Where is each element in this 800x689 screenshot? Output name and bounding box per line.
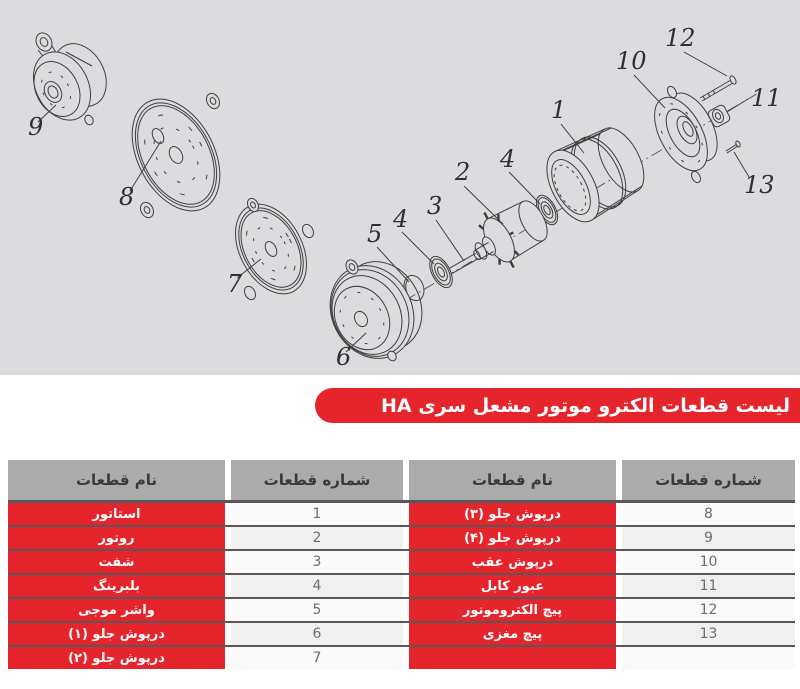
table-row <box>8 551 795 575</box>
header-part-name-right: نام قطعات <box>409 460 616 500</box>
table-row <box>8 623 795 647</box>
part-number-cell: 7 <box>231 647 403 669</box>
leader-line <box>464 186 503 224</box>
part-name-cell: شفت <box>8 551 225 573</box>
part-name-cell: درپوش عقب <box>409 551 616 573</box>
part-number-label: 13 <box>744 171 775 199</box>
part-number-cell: 8 <box>622 503 795 525</box>
part-number-cell: 5 <box>231 599 403 621</box>
part-number-cell: 9 <box>622 527 795 549</box>
part-number-label: 3 <box>427 192 443 220</box>
title-banner <box>315 388 800 423</box>
part-number-cell: 12 <box>622 599 795 621</box>
part-number-label: 9 <box>28 113 44 141</box>
part-number-label: 2 <box>455 158 471 186</box>
table-row <box>8 503 795 527</box>
part-number-label: 6 <box>336 343 352 371</box>
leader-line <box>509 172 540 204</box>
part-name-cell: درپوش جلو (۴) <box>409 527 616 549</box>
leader-line <box>402 232 434 264</box>
part-number-label: 4 <box>393 205 409 233</box>
part-number-label: 10 <box>616 47 647 75</box>
part-name-cell: روتور <box>8 527 225 549</box>
part-11-cable-passage <box>707 104 731 128</box>
part-number-label: 11 <box>751 84 782 112</box>
table-row <box>8 647 795 669</box>
part-name-cell: استاتور <box>8 503 225 525</box>
part-number-cell: 10 <box>622 551 795 573</box>
part-name-cell: واشر موجی <box>8 599 225 621</box>
part-number-cell <box>622 647 795 669</box>
header-part-name-left: نام قطعات <box>8 460 225 500</box>
leader-line <box>634 75 665 108</box>
part-number-cell: 1 <box>231 503 403 525</box>
table-body <box>8 503 795 669</box>
part-name-cell: درپوش جلو (۱) <box>8 623 225 645</box>
part-name-cell <box>409 647 616 669</box>
part-name-cell: پیچ مغزی <box>409 623 616 645</box>
part-number-label: 5 <box>367 220 383 248</box>
part-name-cell: درپوش جلو (۲) <box>8 647 225 669</box>
table-row <box>8 575 795 599</box>
part-10-rear-cover <box>644 85 727 184</box>
part-name-cell: پیچ الکتروموتور <box>409 599 616 621</box>
header-part-number-left: شماره قطعات <box>231 460 403 500</box>
part-name-cell: درپوش جلو (۳) <box>409 503 616 525</box>
part-number-label: 1 <box>551 96 567 124</box>
part-12-motor-screw <box>700 75 737 101</box>
part-number-label: 4 <box>500 145 516 173</box>
table-row <box>8 599 795 623</box>
part-name-cell: عبور کابل <box>409 575 616 597</box>
header-part-number-right: شماره قطعات <box>622 460 795 500</box>
part-number-cell: 11 <box>622 575 795 597</box>
part-name-cell: بلبرینگ <box>8 575 225 597</box>
leader-line <box>684 52 727 76</box>
page-title: لیست قطعات الکترو موتور مشعل سری HA <box>381 394 790 417</box>
part-6-front-cover-1 <box>314 248 437 374</box>
table-header-row <box>8 460 795 503</box>
parts-table <box>8 460 795 669</box>
part-number-cell: 2 <box>231 527 403 549</box>
leader-line <box>727 99 748 112</box>
part-number-cell: 4 <box>231 575 403 597</box>
table-row <box>8 527 795 551</box>
part-number-cell: 6 <box>231 623 403 645</box>
part-number-cell: 13 <box>622 623 795 645</box>
part-number-cell: 3 <box>231 551 403 573</box>
part-13-core-screw <box>726 140 741 153</box>
part-number-label: 12 <box>665 24 696 52</box>
part-number-label: 7 <box>227 270 243 298</box>
leader-line <box>436 220 464 261</box>
part-number-label: 8 <box>119 183 135 211</box>
